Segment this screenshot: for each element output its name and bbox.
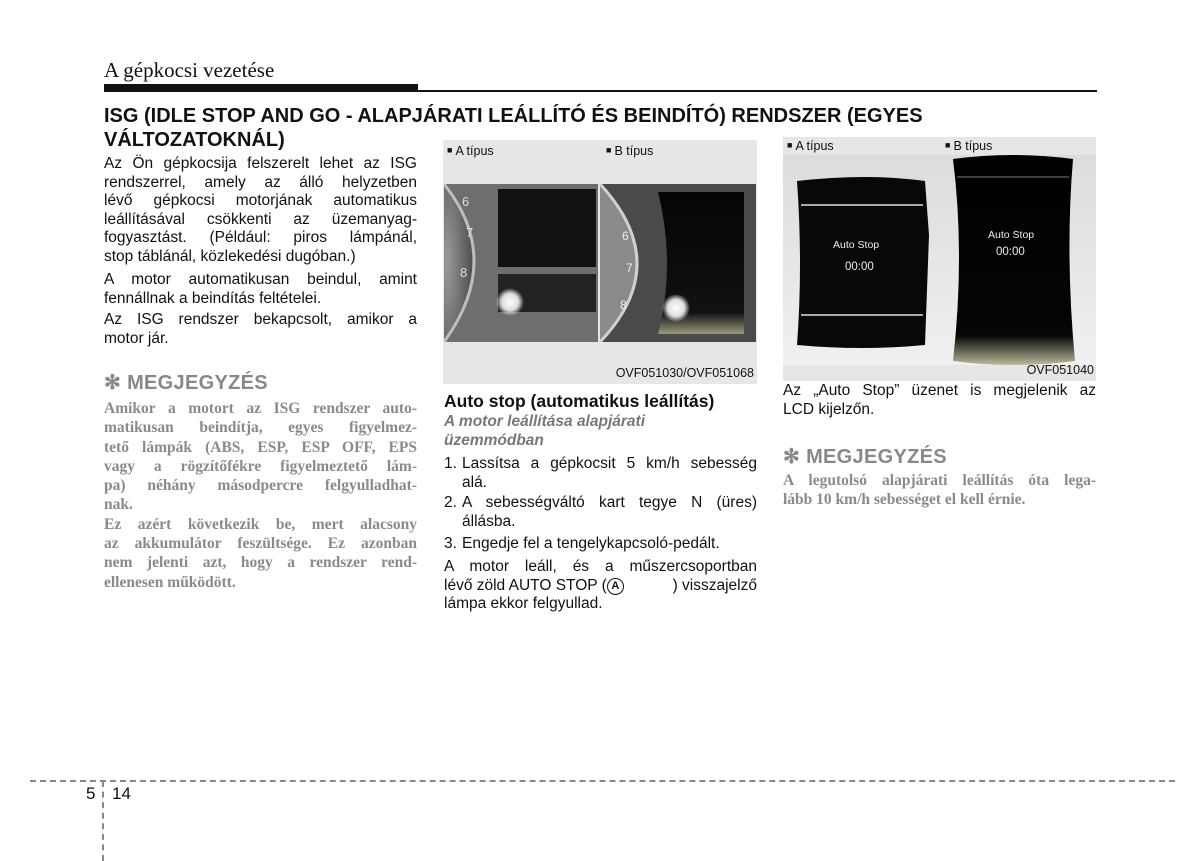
- note-star-icon: ✻: [104, 372, 122, 394]
- text-line: Az ISG rendszer bekapcsolt, amikor a: [104, 311, 417, 328]
- list-text: A sebességváltó kart tegye N (üres): [462, 494, 757, 511]
- note-line: tető lámpák (ABS, ESP, ESP OFF, EPS: [104, 438, 417, 456]
- note-line: Ez azért következik be, mert alacsony: [104, 515, 417, 533]
- screen-a-text: Auto Stop: [833, 239, 880, 251]
- figure-code: OVF051040: [1026, 363, 1094, 377]
- chapter-number: 5: [86, 784, 96, 803]
- note-line: pa) néhány másodpercre felgyulladhat-: [104, 477, 417, 495]
- footer-vertical-divider: [102, 781, 104, 861]
- list-item: [444, 494, 757, 531]
- text-line: A motor automatikusan beindul, amint: [104, 271, 417, 288]
- note-line: ellenesen működött.: [104, 573, 236, 591]
- lcd-figure: [783, 137, 1096, 381]
- lcd-screens: [783, 155, 1096, 365]
- subheading-line: A motor leállítása alapjárati: [444, 413, 646, 430]
- list-number: 1.: [444, 455, 457, 472]
- note-line: nak.: [104, 496, 133, 514]
- gauge-number-8: 8: [460, 265, 468, 280]
- text-line: leállításával csökkenti az üzemanyag-: [104, 210, 417, 228]
- start-paragraph: [104, 271, 417, 308]
- type-a-label: ■ A típus: [447, 144, 494, 158]
- note-title: [104, 370, 268, 395]
- type-a-label: ■ A típus: [787, 139, 834, 153]
- type-b-screen: [953, 155, 1075, 365]
- subheading-line: üzemmódban: [444, 431, 544, 449]
- type-b-label: ■ B típus: [606, 144, 654, 158]
- text-line: A motor leáll, és a műszercsoportban: [444, 558, 757, 575]
- cluster-figure: [443, 140, 757, 384]
- type-b-cluster: [600, 184, 756, 342]
- main-heading-line: ISG (IDLE STOP AND GO - ALAPJÁRATI LEÁLLÍTÓ ÉS BEINDÍTÓ) RENDSZER (EGYES: [104, 105, 923, 127]
- note-body: [104, 399, 417, 592]
- lcd-paragraph: [783, 382, 1096, 419]
- list-item: [444, 455, 757, 492]
- gauge-b-number-8: 8: [620, 298, 627, 312]
- list-number: 3.: [444, 535, 457, 552]
- text-line: fogyasztást. (Például: piros lámpánál,: [104, 229, 417, 246]
- text-line: rendszerrel, amely az álló helyzetben: [104, 173, 417, 191]
- list-text: állásba.: [462, 512, 516, 530]
- note-line: lább 10 km/h sebességet el kell érnie.: [783, 491, 1026, 509]
- main-heading-line: VÁLTOZATOKNÁL): [104, 129, 285, 151]
- note-line: vagy a rögzítőfékre figyelmeztető lám-: [104, 457, 417, 475]
- text-line: Az Ön gépkocsija felszerelt lehet az ISG: [104, 155, 417, 172]
- type-b-label: ■ B típus: [945, 139, 993, 153]
- text-line: lámpa ekkor felgyullad.: [444, 595, 603, 612]
- on-paragraph: [104, 311, 417, 348]
- text-line: Az „Auto Stop” üzenet is megjelenik az: [783, 382, 1096, 399]
- list-text: Engedje fel a tengelykapcsoló-pedált.: [462, 535, 720, 552]
- text-line: fennállnak a beindítás feltételei.: [104, 289, 322, 307]
- auto-stop-subheading: [444, 413, 757, 450]
- note-body: [783, 471, 1096, 510]
- cluster-images: [444, 184, 756, 342]
- figure-code: OVF051030/OVF051068: [615, 366, 754, 380]
- text-line: lévő zöld AUTO STOP ( A ) visszajelző: [444, 576, 757, 594]
- closing-paragraph: [444, 558, 757, 614]
- gauge-b-number-6: 6: [622, 229, 629, 243]
- list-text: alá.: [462, 473, 487, 491]
- footer-divider: [30, 780, 1175, 782]
- page-number: 14: [112, 784, 131, 803]
- note-line: nem jelenti azt, hogy a rendszer rend-: [104, 554, 417, 572]
- note-line: Amikor a motort az ISG rendszer auto-: [104, 400, 417, 417]
- note-line: A legutolsó alapjárati leállítás óta lega-: [783, 472, 1096, 489]
- screen-b-text: Auto Stop: [988, 229, 1035, 241]
- text-line: LCD kijelzőn.: [783, 400, 875, 418]
- title-underline-thin: [104, 90, 1097, 92]
- screen-b-time: 00:00: [996, 246, 1025, 258]
- auto-stop-heading: Auto stop (automatikus leállítás): [444, 391, 715, 411]
- gauge-number-7: 7: [466, 225, 474, 240]
- gauge-b-number-7: 7: [626, 261, 633, 275]
- screen-a-time: 00:00: [845, 261, 874, 273]
- note-line: az akkumulátor feszültsége. Ez azonban: [104, 535, 417, 553]
- note-star-icon: ✻: [783, 446, 801, 468]
- section-title: A gépkocsi vezetése: [104, 58, 275, 82]
- text-line: lévő gépkocsi motorjának automatikus: [104, 192, 417, 209]
- text-line: motor jár.: [104, 329, 169, 347]
- list-text: Lassítsa a gépkocsit 5 km/h sebesség: [462, 455, 757, 472]
- auto-stop-indicator-icon: A: [607, 578, 624, 595]
- intro-paragraph: [104, 155, 417, 266]
- note-title-text: MEGJEGYZÉS: [127, 372, 268, 394]
- note-title: [783, 444, 947, 469]
- text-line: stop táblánál, közlekedési dugóban.): [104, 247, 356, 265]
- list-item: [444, 535, 757, 554]
- gauge-number-6: 6: [462, 194, 470, 209]
- note-title-text: MEGJEGYZÉS: [806, 446, 947, 468]
- note-line: matikusan beindítja, egyes figyelmez-: [104, 419, 417, 437]
- list-number: 2.: [444, 494, 457, 511]
